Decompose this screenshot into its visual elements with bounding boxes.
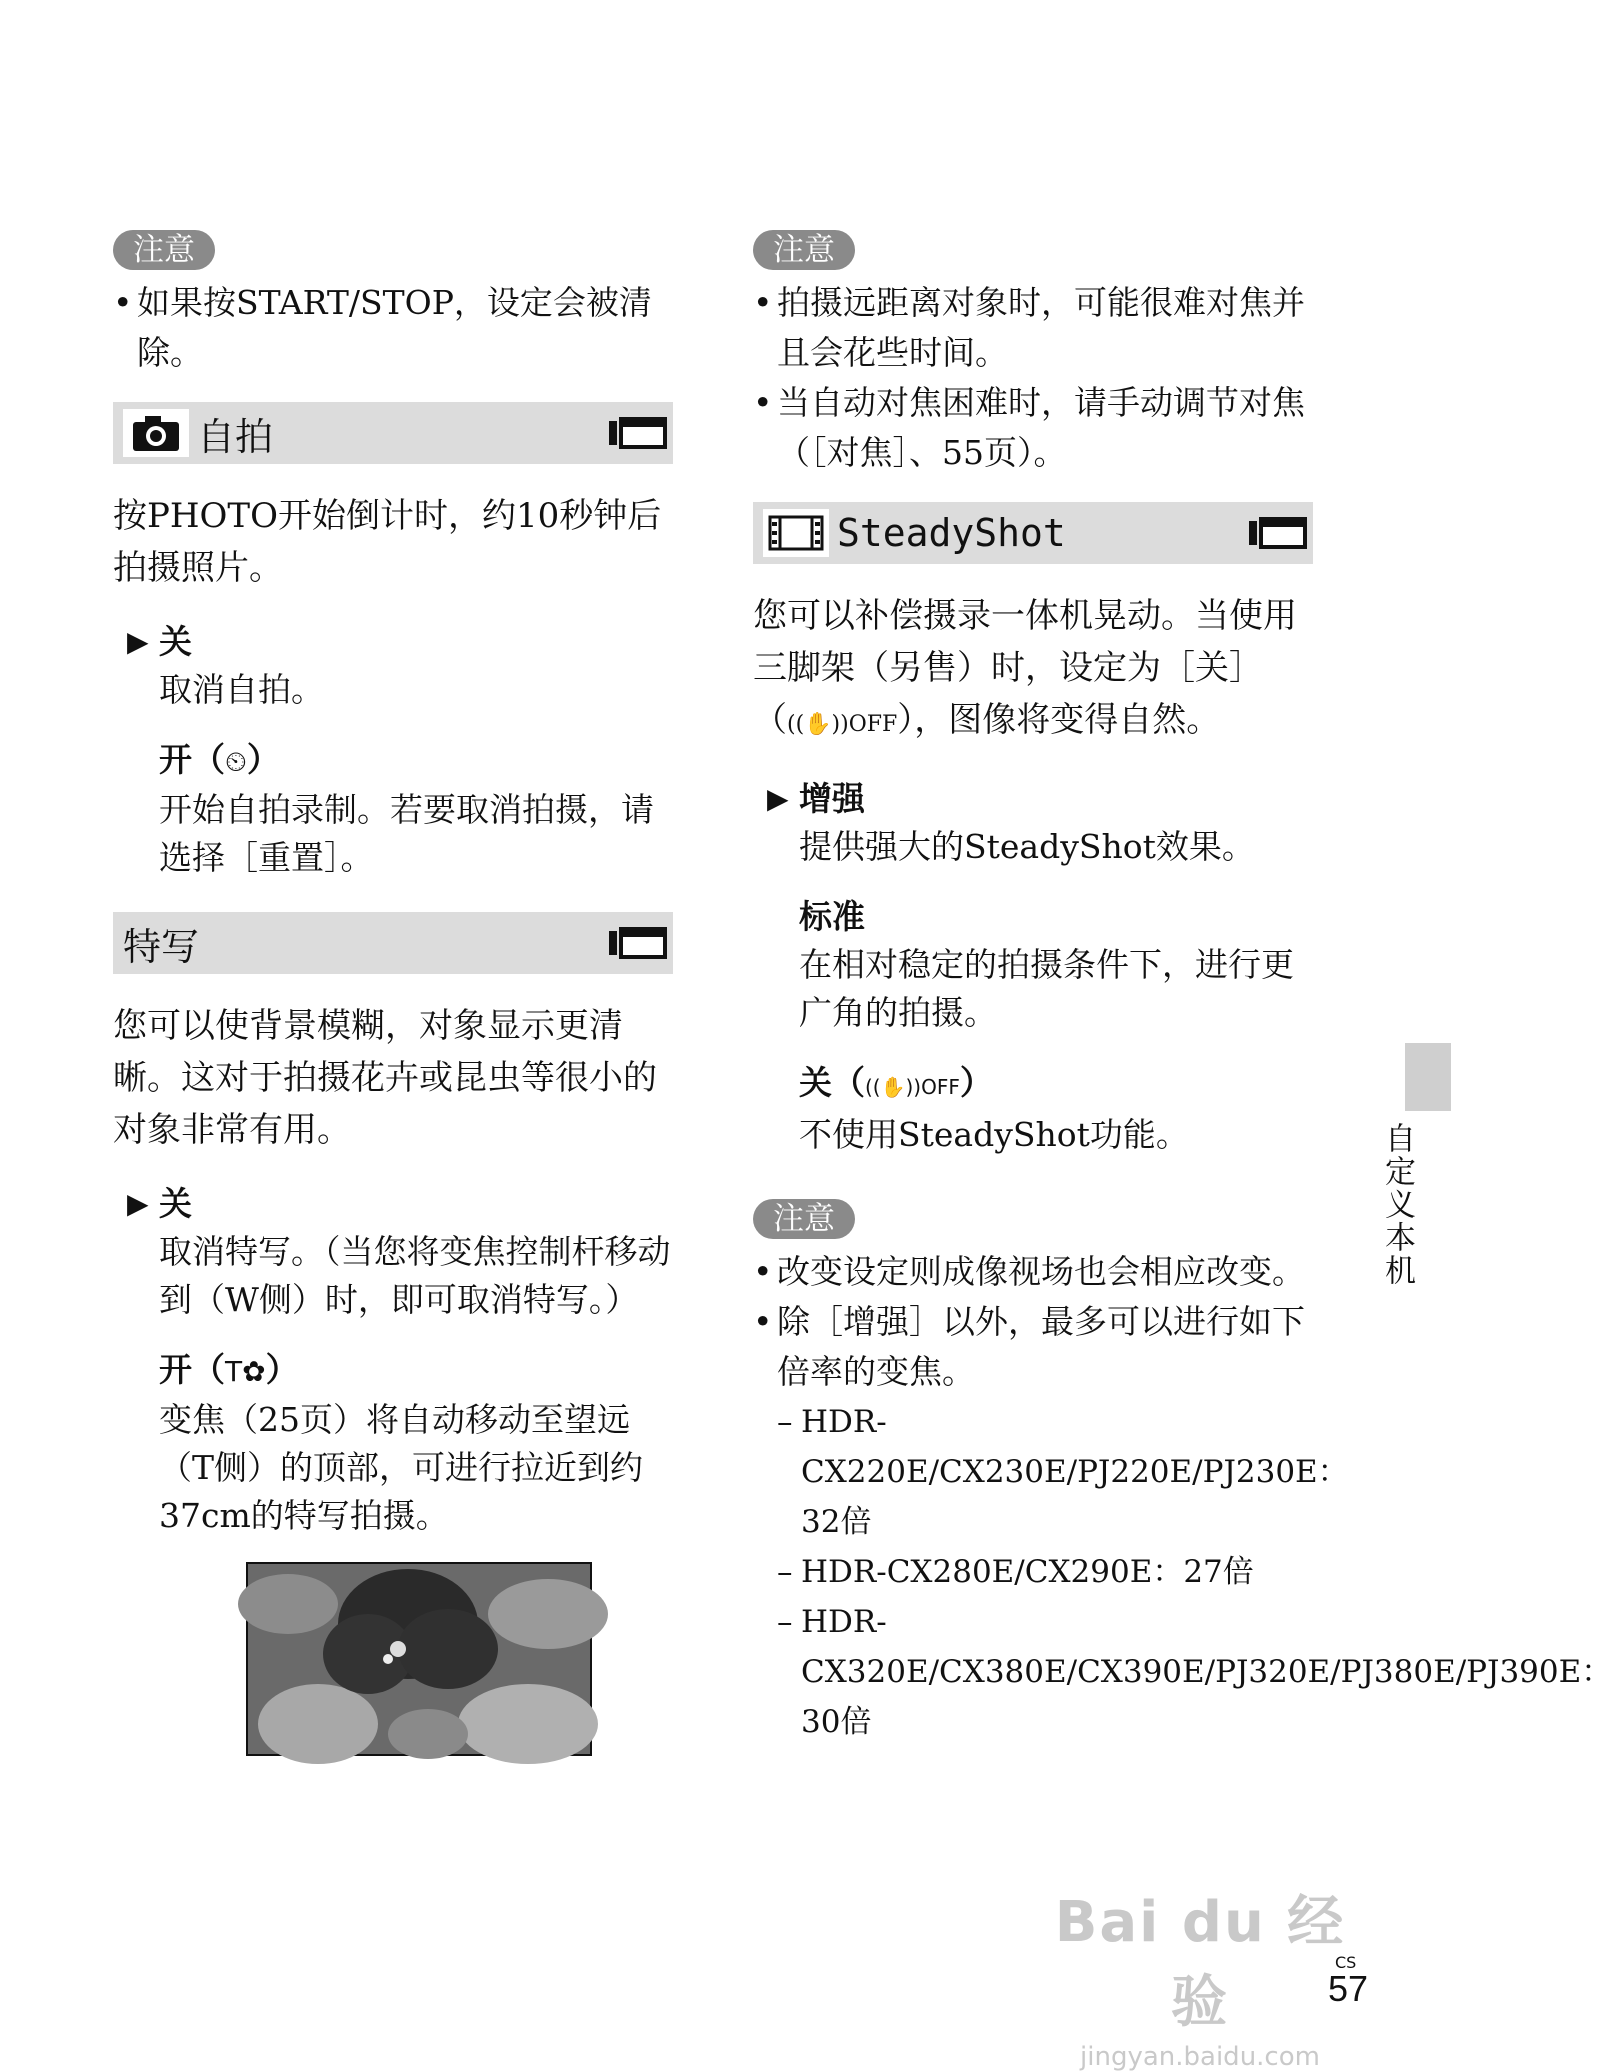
option-label-close: ）	[959, 1063, 993, 1102]
steadyshot-off-icon: ((✋))OFF	[865, 1075, 960, 1099]
option-description: 取消自拍。	[159, 670, 324, 709]
chapter-label: 自定义本机	[1379, 1122, 1415, 1287]
section-header-self-timer	[113, 402, 673, 464]
note-list	[753, 278, 1313, 478]
language-code: CS	[1335, 1953, 1357, 1972]
default-arrow-icon: ▶	[767, 782, 789, 815]
self-timer-description: 按PHOTO开始倒计时，约10秒钟后拍摄照片。	[113, 496, 662, 588]
model-item: – HDR-CX320E/CX380E/CX390E/PJ320E/PJ380E/PJ390E：30倍	[777, 1597, 1313, 1747]
watermark-url: jingyan.baidu.com	[1080, 2042, 1320, 2072]
movie-mode-icon	[1249, 517, 1307, 549]
note-item: • 当自动对焦困难时，请手动调节对焦（［对焦］、55页）。	[753, 378, 1313, 478]
description-text-end: ），图像将变得自然。	[897, 700, 1221, 740]
note-item: • 除［增强］以外，最多可以进行如下倍率的变焦。	[753, 1297, 1313, 1397]
note-label: 注意	[753, 230, 855, 270]
note-block-right-1	[753, 230, 1313, 478]
option-description: 开始自拍录制。若要取消拍摄，请选择［重置］。	[159, 790, 654, 877]
chapter-tab	[1405, 1043, 1451, 1111]
baidu-watermark	[1030, 1878, 1370, 2072]
option-off	[753, 1059, 1313, 1159]
option-off	[113, 1180, 673, 1324]
option-label: 关（	[799, 1063, 865, 1102]
option-off	[113, 618, 673, 714]
page-number: 57	[1328, 1968, 1369, 2009]
steadyshot-off-icon: ((✋))OFF	[787, 712, 898, 737]
closeup-description: 您可以使背景模糊，对象显示更清晰。这对于拍摄花卉或昆虫等很小的对象非常有用。	[113, 1006, 657, 1150]
option-standard	[753, 893, 1313, 1037]
option-description: 变焦（25页）将自动移动至望远（T侧）的顶部，可进行拉近到约37cm的特写拍摄。	[159, 1400, 644, 1535]
model-item: – HDR-CX280E/CX290E：27倍	[777, 1547, 1313, 1597]
left-column	[113, 230, 673, 1756]
note-item: • 如果按START/STOP，设定会被清除。	[113, 278, 673, 378]
model-list	[753, 1397, 1612, 1747]
option-label-close: ）	[265, 1350, 299, 1389]
option-description: 取消特写。（当您将变焦控制杆移动到（W侧）时，即可取消特写。）	[159, 1232, 671, 1319]
option-label-line	[159, 736, 673, 786]
option-label: 增强	[799, 779, 865, 818]
tele-macro-icon: T✿	[225, 1355, 266, 1388]
movie-mode-icon	[609, 927, 667, 959]
option-label-line	[799, 1059, 1313, 1111]
note-item: • 拍摄远距离对象时，可能很难对焦并且会花些时间。	[753, 278, 1313, 378]
camera-icon	[123, 409, 189, 457]
steadyshot-description	[753, 590, 1313, 751]
note-list	[753, 1247, 1313, 1397]
description-text: 您可以补偿摄录一体机晃动。当使用三脚架（另售）时，设定为［关］（	[753, 596, 1297, 740]
option-label: 关	[159, 1184, 192, 1223]
self-timer-icon: ⏲	[225, 745, 247, 778]
model-item: – HDR-CX220E/CX230E/PJ220E/PJ230E：32倍	[777, 1397, 1313, 1547]
flower-photo	[246, 1562, 592, 1756]
option-label-close: ）	[246, 740, 280, 779]
option-label: 开（	[159, 1350, 225, 1389]
movie-mode-icon	[609, 417, 667, 449]
note-label: 注意	[113, 230, 215, 270]
note-list	[113, 278, 673, 378]
note-block-left	[113, 230, 673, 378]
section-title: 自拍	[197, 414, 274, 459]
option-on	[113, 736, 673, 882]
option-active	[753, 775, 1313, 871]
section-title: SteadyShot	[837, 511, 1066, 555]
option-description: 提供强大的SteadyShot效果。	[799, 827, 1255, 866]
option-description: 不使用SteadyShot功能。	[799, 1115, 1189, 1154]
option-label: 关	[159, 622, 192, 661]
default-arrow-icon: ▶	[127, 1187, 149, 1220]
option-label-line	[159, 1346, 673, 1396]
section-title: 特写	[123, 924, 200, 969]
option-label: 开（	[159, 740, 225, 779]
note-item: • 改变设定则成像视场也会相应改变。	[753, 1247, 1313, 1297]
default-arrow-icon: ▶	[127, 625, 149, 658]
note-label: 注意	[753, 1199, 855, 1239]
option-on	[113, 1346, 673, 1540]
section-header-steadyshot	[753, 502, 1313, 564]
option-description: 在相对稳定的拍摄条件下，进行更广角的拍摄。	[799, 945, 1294, 1032]
watermark-logo: Bai du 经验	[1054, 1890, 1346, 2035]
film-icon	[763, 509, 829, 557]
section-header-closeup	[113, 912, 673, 974]
option-label: 标准	[799, 897, 865, 936]
